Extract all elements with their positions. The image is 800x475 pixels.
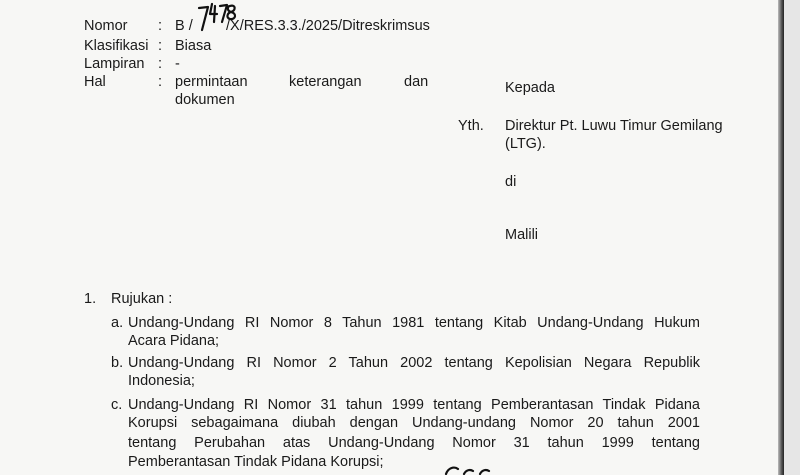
di-label: di xyxy=(505,174,517,190)
lampiran-value: - xyxy=(175,56,180,72)
hal-value-line2: dokumen xyxy=(175,92,235,108)
sub-item-c-line3: tentang Perubahan atas Undang-Undang Nomor 31 tahun 1999 tentang xyxy=(128,435,700,451)
item-title: Rujukan : xyxy=(111,291,173,307)
sub-item-b-line1: Undang-Undang RI Nomor 2 Tahun 2002 tentang Kepolisian Negara Republik xyxy=(128,355,700,371)
nomor-prefix: B / xyxy=(175,18,193,34)
handwritten-mark xyxy=(440,462,492,475)
sub-item-b-letter: b. xyxy=(111,355,124,371)
hal-label: Hal xyxy=(84,74,106,90)
sub-item-b-line2: Indonesia; xyxy=(128,373,195,389)
sub-item-c-letter: c. xyxy=(111,397,123,413)
lampiran-label: Lampiran xyxy=(84,56,145,72)
recipient-line-1: Direktur Pt. Luwu Timur Gemilang xyxy=(505,118,723,134)
kepada-label: Kepada xyxy=(505,80,555,96)
sub-item-c-line1: Undang-Undang RI Nomor 31 tahun 1999 tentang Pemberantasan Tindak Pidana xyxy=(128,397,700,413)
scan-background xyxy=(784,0,800,475)
item-number: 1. xyxy=(84,291,97,307)
recipient-line-2: (LTG). xyxy=(505,136,546,152)
hal-word-2: keterangan xyxy=(289,74,362,90)
lampiran-colon: : xyxy=(158,56,163,72)
sub-item-a-letter: a. xyxy=(111,315,124,331)
sub-item-c-line2: Korupsi sebagaimana diubah dengan Undang-undang Nomor 20 tahun 2001 xyxy=(128,415,700,431)
hal-word-3: dan xyxy=(404,74,429,90)
recipient-place: Malili xyxy=(505,227,539,243)
klasifikasi-colon: : xyxy=(158,38,163,54)
nomor-suffix: /X/RES.3.3./2025/Ditreskrimsus xyxy=(226,18,430,34)
hal-word-1: permintaan xyxy=(175,74,248,90)
sub-item-a-line1: Undang-Undang RI Nomor 8 Tahun 1981 tentang Kitab Undang-Undang Hukum xyxy=(128,315,700,331)
hal-colon: : xyxy=(158,74,163,90)
nomor-colon: : xyxy=(158,18,163,34)
nomor-label: Nomor xyxy=(84,18,128,34)
klasifikasi-value: Biasa xyxy=(175,38,212,54)
klasifikasi-label: Klasifikasi xyxy=(84,38,149,54)
handwritten-number-stamp xyxy=(194,0,240,34)
yth-label: Yth. xyxy=(458,118,484,134)
sub-item-a-line2: Acara Pidana; xyxy=(128,333,220,349)
sub-item-c-line4: Pemberantasan Tindak Pidana Korupsi; xyxy=(128,454,384,470)
